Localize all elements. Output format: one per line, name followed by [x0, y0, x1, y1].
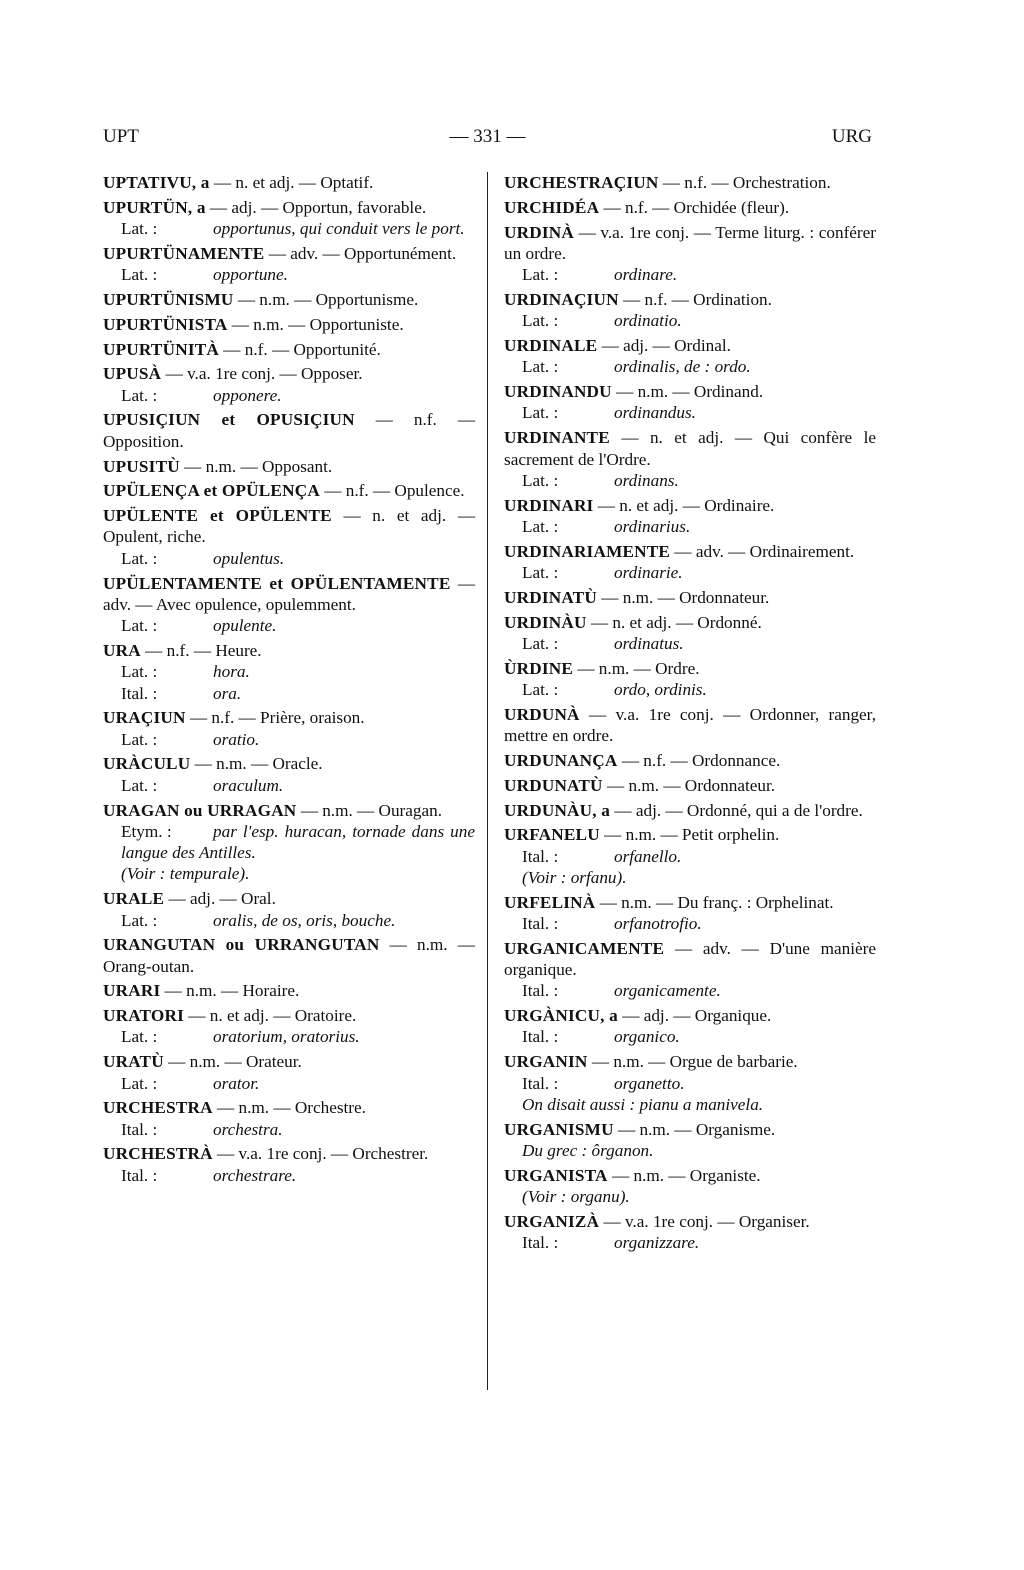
entry-etymology: [121, 548, 475, 569]
entry-headword: URCHIDÉA: [504, 197, 600, 217]
dictionary-entry: [103, 480, 475, 501]
entry-definition: [504, 172, 876, 193]
etymology-label: Lat. :: [121, 265, 158, 285]
dictionary-entry: [504, 222, 876, 286]
dictionary-entry: [103, 573, 475, 637]
entry-definition: [504, 1211, 876, 1232]
etymology-text: ora.: [213, 683, 242, 703]
etymology-text: (Voir : organu).: [522, 1187, 630, 1207]
etymology-label: Lat. :: [522, 265, 559, 285]
dictionary-entry: [103, 456, 475, 477]
entry-gloss: — n.f. — Ordonnance.: [621, 750, 781, 770]
etymology-label: Lat. :: [522, 357, 559, 377]
etymology-text: ordinatio.: [614, 311, 682, 331]
entry-gloss: — v.a. 1re conj. — Ordonner, ranger, mettre en ordre.: [504, 704, 877, 746]
entry-definition: [504, 658, 876, 679]
entry-headword: URDINARI: [504, 495, 594, 515]
dictionary-entry: [504, 381, 876, 424]
entry-etymology: [121, 1073, 475, 1094]
etymology-text: orchestrare.: [213, 1165, 297, 1185]
entry-gloss: — n.m. — Horaire.: [164, 981, 300, 1001]
etymology-text: ordinare.: [614, 265, 678, 285]
dictionary-entry: [103, 339, 475, 360]
entry-headword: URGANIN: [504, 1052, 588, 1072]
etymology-text: opportune.: [213, 265, 288, 285]
entry-headword: URALE: [103, 889, 165, 909]
etymology-text: opulentus.: [213, 548, 285, 568]
entry-definition: [103, 640, 475, 661]
entry-definition: [103, 363, 475, 384]
entry-definition: [504, 587, 876, 608]
etymology-label: Lat. :: [121, 1073, 158, 1093]
etymology-text: ordinandus.: [614, 403, 696, 423]
etymology-label: Ital. :: [522, 1027, 559, 1047]
entry-etymology: [121, 615, 475, 636]
entry-etymology: [121, 863, 475, 884]
entry-gloss: — n.m. — Opportunisme.: [237, 289, 419, 309]
entry-definition: [504, 612, 876, 633]
entry-definition: [103, 1143, 475, 1164]
entry-definition: [504, 750, 876, 771]
entry-definition: [103, 573, 475, 616]
entry-gloss: — n.f. — Opulence.: [324, 481, 465, 501]
entry-headword: URGANISTA: [504, 1165, 608, 1185]
entry-gloss: — n.f. — Heure.: [145, 640, 262, 660]
etymology-label: Lat. :: [121, 616, 158, 636]
entry-definition: [103, 980, 475, 1001]
running-head-left: UPT: [103, 126, 139, 147]
etymology-label: Ital. :: [522, 981, 559, 1001]
entry-gloss: — n.m. — Ordonnateur.: [601, 587, 770, 607]
entry-definition: [504, 775, 876, 796]
dictionary-entry: [103, 363, 475, 406]
etymology-label: Ital. :: [121, 1119, 158, 1139]
entry-etymology: [522, 264, 876, 285]
dictionary-entry: [504, 775, 876, 796]
entry-gloss: — adj. — Organique.: [622, 1006, 772, 1026]
etymology-label: Etym. :: [121, 821, 172, 841]
entry-definition: [504, 1051, 876, 1072]
entry-definition: [504, 1119, 876, 1140]
entry-gloss: — adj. — Opportun, favorable.: [209, 197, 427, 217]
entry-gloss: — n.m. — Oracle.: [194, 754, 323, 774]
entry-headword: URDINANDU: [504, 382, 612, 402]
dictionary-entry: [504, 658, 876, 701]
entry-definition: [103, 197, 475, 218]
dictionary-entry: [504, 335, 876, 378]
dictionary-entry: [103, 505, 475, 569]
entry-definition: [504, 495, 876, 516]
entry-definition: [103, 1097, 475, 1118]
entry-etymology: [522, 913, 876, 934]
entry-headword: UPURTÜN, a: [103, 197, 206, 217]
entry-definition: [504, 335, 876, 356]
etymology-text: ordinarie.: [614, 563, 683, 583]
etymology-text: opponere.: [213, 385, 282, 405]
entry-etymology: [121, 218, 475, 239]
entry-gloss: — n.m. — Opportuniste.: [231, 314, 404, 334]
entry-headword: URAGAN ou URRAGAN: [103, 800, 297, 820]
entry-headword: URANGUTAN ou URRANGUTAN: [103, 935, 380, 955]
dictionary-entry: [103, 243, 475, 286]
entry-headword: URDUNÀ: [504, 704, 580, 724]
entry-headword: URÀCULU: [103, 754, 191, 774]
dictionary-entry: [504, 172, 876, 193]
etymology-text: oratorium, oratorius.: [213, 1027, 360, 1047]
entry-definition: [504, 222, 876, 265]
entry-etymology: [121, 385, 475, 406]
entry-etymology: [522, 846, 876, 867]
etymology-text: orfanello.: [614, 846, 682, 866]
etymology-label: Lat. :: [121, 385, 158, 405]
entry-etymology: [522, 1094, 876, 1115]
etymology-text: orator.: [213, 1073, 260, 1093]
entry-definition: [103, 888, 475, 909]
dictionary-entry: [504, 541, 876, 584]
etymology-label: Lat. :: [121, 548, 158, 568]
etymology-text: hora.: [213, 662, 250, 682]
dictionary-entry: [103, 934, 475, 977]
left-column: [103, 172, 475, 1190]
etymology-label: Ital. :: [121, 1165, 158, 1185]
entry-headword: URFANELU: [504, 825, 600, 845]
entry-headword: URCHESTRA: [103, 1098, 213, 1118]
entry-headword: URDINATÙ: [504, 587, 597, 607]
entry-gloss: — n.m. — Orateur.: [168, 1052, 302, 1072]
dictionary-entry: [504, 938, 876, 1002]
etymology-label: Ital. :: [522, 914, 559, 933]
entry-gloss: — adv. — Avec opulence, opulemment.: [103, 573, 476, 614]
entry-etymology: [522, 1140, 876, 1161]
etymology-label: Lat. :: [522, 563, 559, 583]
entry-gloss: — n. et adj. — Qui confère le sacrement de l'Ordre.: [504, 428, 877, 469]
entry-headword: UPÜLENTE et OPÜLENTE: [103, 506, 332, 526]
entry-etymology: [522, 1026, 876, 1047]
etymology-label: Lat. :: [522, 516, 559, 536]
entry-gloss: — n.m. — Organiste.: [611, 1165, 761, 1185]
entry-definition: [103, 409, 475, 452]
entry-gloss: — n.f. — Orchestration.: [662, 173, 831, 192]
dictionary-entry: [103, 640, 475, 704]
etymology-text: par l'esp. huracan, tornade dans une langue des Antilles.: [121, 821, 475, 863]
dictionary-entry: [103, 289, 475, 310]
entry-headword: UPÜLENTAMENTE et OPÜLENTAMENTE: [103, 573, 451, 593]
etymology-text: orfanotrofio.: [614, 914, 702, 933]
entry-headword: UPURTÜNITÀ: [103, 339, 219, 359]
etymology-text: opulente.: [213, 616, 277, 636]
entry-definition: [103, 456, 475, 477]
entry-etymology: [522, 980, 876, 1001]
etymology-text: orchestra.: [213, 1119, 283, 1139]
entry-headword: URATORI: [103, 1006, 184, 1026]
entry-etymology: [522, 679, 876, 700]
entry-gloss: — n.f. — Opportunité.: [223, 339, 381, 359]
entry-headword: URGANICAMENTE: [504, 938, 665, 958]
etymology-text: (Voir : orfanu).: [522, 867, 627, 887]
entry-definition: [504, 197, 876, 218]
etymology-label: Lat. :: [121, 219, 158, 239]
entry-etymology: [121, 775, 475, 796]
etymology-label: Ital. :: [522, 1073, 559, 1093]
entry-definition: [103, 480, 475, 501]
entry-etymology: [121, 264, 475, 285]
etymology-text: ordinalis, de : ordo.: [614, 357, 751, 377]
etymology-label: Lat. :: [121, 729, 158, 749]
entry-gloss: — n. et adj. — Oratoire.: [188, 1006, 357, 1026]
entry-etymology: [522, 1073, 876, 1094]
right-column: [504, 172, 876, 1257]
dictionary-entry: [103, 1051, 475, 1094]
entry-headword: UPURTÜNISTA: [103, 314, 228, 334]
entry-definition: [504, 704, 876, 747]
entry-headword: URDINARIAMENTE: [504, 541, 671, 561]
entry-gloss: — n. et adj. — Ordonné.: [590, 612, 762, 632]
dictionary-entry: [504, 1051, 876, 1115]
entry-definition: [103, 1051, 475, 1072]
etymology-label: Lat. :: [522, 680, 559, 700]
etymology-label: Lat. :: [121, 910, 158, 930]
entry-headword: URDINALE: [504, 336, 598, 356]
entry-etymology: [522, 310, 876, 331]
entry-definition: [103, 800, 475, 821]
entry-headword: URDINAÇIUN: [504, 289, 619, 309]
entry-gloss: — n.f. — Orchidée (fleur).: [603, 197, 790, 217]
etymology-label: Lat. :: [522, 403, 559, 423]
entry-headword: UPURTÜNAMENTE: [103, 243, 265, 263]
entry-definition: [504, 1165, 876, 1186]
entry-gloss: — adj. — Ordonné, qui a de l'ordre.: [614, 800, 863, 820]
dictionary-entry: [504, 704, 876, 747]
dictionary-entry: [103, 800, 475, 885]
etymology-text: oratio.: [213, 729, 260, 749]
entry-gloss: — n.f. — Opposition.: [103, 410, 475, 451]
entry-headword: URGANIZÀ: [504, 1211, 600, 1231]
dictionary-entry: [504, 587, 876, 608]
dictionary-entry: [504, 495, 876, 538]
entry-headword: UPÜLENÇA et OPÜLENÇA: [103, 481, 320, 501]
entry-headword: URDINANTE: [504, 428, 610, 448]
entry-definition: [103, 1005, 475, 1026]
entry-headword: URCHESTRÀ: [103, 1144, 213, 1164]
entry-headword: ÙRDINE: [504, 658, 574, 678]
entry-gloss: — n.f. — Prière, oraison.: [189, 708, 365, 728]
dictionary-entry: [103, 980, 475, 1001]
entry-gloss: — adj. — Oral.: [168, 889, 276, 909]
entry-gloss: — n.m. — Ordre.: [577, 658, 700, 678]
etymology-label: Lat. :: [121, 662, 158, 682]
dictionary-entry: [504, 1165, 876, 1208]
entry-gloss: — adj. — Ordinal.: [601, 336, 731, 356]
dictionary-entry: [504, 1119, 876, 1162]
entry-headword: URDUNÀU, a: [504, 800, 611, 820]
dictionary-entry: [103, 1005, 475, 1048]
dictionary-entry: [103, 172, 475, 193]
entry-gloss: — n. et adj. — Optatif.: [213, 173, 374, 192]
etymology-text: organicamente.: [614, 981, 721, 1001]
dictionary-entry: [103, 197, 475, 240]
entry-definition: [103, 172, 475, 193]
entry-etymology: [121, 910, 475, 931]
entry-definition: [504, 381, 876, 402]
entry-gloss: — n.m. — Ordonnateur.: [606, 775, 776, 795]
entry-gloss: — n.f. — Ordination.: [622, 289, 772, 309]
dictionary-entry: [103, 1097, 475, 1140]
entry-etymology: [522, 356, 876, 377]
etymology-text: organizzare.: [614, 1233, 700, 1253]
entry-etymology: [121, 1165, 475, 1186]
entry-definition: [103, 505, 475, 548]
entry-headword: UPUSÀ: [103, 364, 162, 384]
entry-gloss: — adv. — D'une manière organique.: [504, 938, 877, 980]
entry-gloss: — v.a. 1re conj. — Orchestrer.: [217, 1144, 429, 1164]
etymology-label: Ital. :: [121, 683, 158, 703]
entry-etymology: [121, 683, 475, 704]
etymology-label: Lat. :: [121, 1027, 158, 1047]
entry-definition: [504, 427, 876, 470]
entry-headword: URFELINÀ: [504, 892, 596, 912]
entry-headword: URGÀNICU, a: [504, 1006, 618, 1026]
entry-headword: URDUNANÇA: [504, 750, 618, 770]
entry-headword: URDINÀ: [504, 222, 574, 242]
entry-etymology: [121, 729, 475, 750]
entry-headword: URCHESTRAÇIUN: [504, 173, 659, 192]
entry-etymology: [522, 402, 876, 423]
entry-headword: URATÙ: [103, 1052, 164, 1072]
entry-etymology: [522, 562, 876, 583]
etymology-text: organico.: [614, 1027, 680, 1047]
entry-gloss: — adv. — Opportunément.: [268, 243, 457, 263]
entry-definition: [504, 1005, 876, 1026]
entry-headword: URDUNATÙ: [504, 775, 603, 795]
entry-gloss: — v.a. 1re conj. — Organiser.: [603, 1211, 810, 1231]
dictionary-entry: [504, 800, 876, 821]
etymology-text: oralis, de os, oris, bouche.: [213, 910, 396, 930]
etymology-text: ordinans.: [614, 470, 679, 490]
etymology-label: Ital. :: [522, 846, 559, 866]
entry-headword: UPUSIÇIUN et OPUSIÇIUN: [103, 410, 355, 430]
entry-definition: [504, 824, 876, 845]
etymology-label: Lat. :: [522, 311, 559, 331]
etymology-text: ordinarius.: [614, 516, 691, 536]
entry-definition: [504, 541, 876, 562]
page-number: — 331 —: [449, 126, 526, 147]
entry-gloss: — n.m. — Orang-outan.: [103, 935, 475, 976]
entry-headword: UPUSITÙ: [103, 456, 180, 476]
entry-definition: [103, 314, 475, 335]
entry-etymology: [522, 867, 876, 888]
entry-gloss: — n. et adj. — Ordinaire.: [597, 495, 775, 515]
entry-definition: [103, 934, 475, 977]
entry-etymology: [522, 516, 876, 537]
entry-gloss: — n. et adj. — Opulent, riche.: [103, 506, 476, 547]
page-header: [103, 126, 872, 156]
column-divider: [487, 172, 488, 1390]
entry-gloss: — v.a. 1re conj. — Terme liturg. : conférer un ordre.: [504, 222, 876, 263]
entry-headword: URAÇIUN: [103, 708, 186, 728]
etymology-text: Du grec : ôrganon.: [522, 1140, 654, 1160]
entry-headword: UPTATIVU, a: [103, 173, 210, 192]
dictionary-entry: [504, 427, 876, 491]
entry-etymology: [121, 1026, 475, 1047]
entry-headword: URARI: [103, 981, 161, 1001]
dictionary-entry: [504, 892, 876, 935]
dictionary-entry: [504, 197, 876, 218]
entry-etymology: [121, 821, 475, 864]
entry-gloss: — n.m. — Opposant.: [184, 456, 333, 476]
etymology-label: Lat. :: [121, 775, 158, 795]
etymology-label: Ital. :: [522, 1233, 559, 1253]
running-head-right: URG: [831, 126, 872, 147]
entry-headword: URA: [103, 640, 141, 660]
etymology-text: organetto.: [614, 1073, 685, 1093]
entry-etymology: [121, 661, 475, 682]
entry-headword: UPURTÜNISMU: [103, 289, 234, 309]
entry-gloss: — adv. — Ordinairement.: [674, 541, 855, 561]
etymology-text: oraculum.: [213, 775, 284, 795]
entry-etymology: [522, 633, 876, 654]
entry-headword: URDINÀU: [504, 612, 587, 632]
etymology-text: On disait aussi : pianu a manivela.: [522, 1094, 764, 1114]
etymology-label: Lat. :: [522, 470, 559, 490]
dictionary-entry: [504, 824, 876, 888]
entry-definition: [504, 800, 876, 821]
entry-definition: [504, 289, 876, 310]
entry-gloss: — n.m. — Du franç. : Orphelinat.: [599, 892, 834, 912]
entry-gloss: — n.m. — Organisme.: [618, 1119, 776, 1139]
dictionary-entry: [103, 409, 475, 452]
entry-definition: [504, 892, 876, 913]
dictionary-entry: [103, 888, 475, 931]
dictionary-entry: [504, 750, 876, 771]
entry-etymology: [522, 1186, 876, 1207]
entry-definition: [103, 753, 475, 774]
entry-etymology: [522, 1232, 876, 1253]
entry-definition: [103, 339, 475, 360]
dictionary-entry: [504, 1005, 876, 1048]
entry-definition: [103, 289, 475, 310]
dictionary-entry: [103, 1143, 475, 1186]
etymology-label: Lat. :: [522, 633, 559, 653]
dictionary-entry: [504, 289, 876, 332]
dictionary-entry: [504, 612, 876, 655]
entry-gloss: — n.m. — Petit orphelin.: [604, 825, 780, 845]
entry-definition: [103, 243, 475, 264]
entry-gloss: — v.a. 1re conj. — Opposer.: [165, 364, 363, 384]
entry-headword: URGANISMU: [504, 1119, 614, 1139]
entry-gloss: — n.m. — Orchestre.: [217, 1098, 366, 1118]
etymology-text: ordo, ordinis.: [614, 680, 707, 700]
dictionary-entry: [103, 753, 475, 796]
entry-definition: [504, 938, 876, 981]
etymology-text: (Voir : tempurale).: [121, 864, 250, 884]
etymology-text: ordinatus.: [614, 633, 684, 653]
etymology-text: opportunus, qui conduit vers le port.: [213, 219, 465, 239]
entry-etymology: [522, 470, 876, 491]
entry-definition: [103, 707, 475, 728]
dictionary-entry: [504, 1211, 876, 1254]
dictionary-entry: [103, 314, 475, 335]
entry-gloss: — n.m. — Ouragan.: [300, 800, 443, 820]
entry-gloss: — n.m. — Ordinand.: [616, 382, 764, 402]
entry-gloss: — n.m. — Orgue de barbarie.: [591, 1052, 798, 1072]
entry-etymology: [121, 1119, 475, 1140]
dictionary-entry: [103, 707, 475, 750]
